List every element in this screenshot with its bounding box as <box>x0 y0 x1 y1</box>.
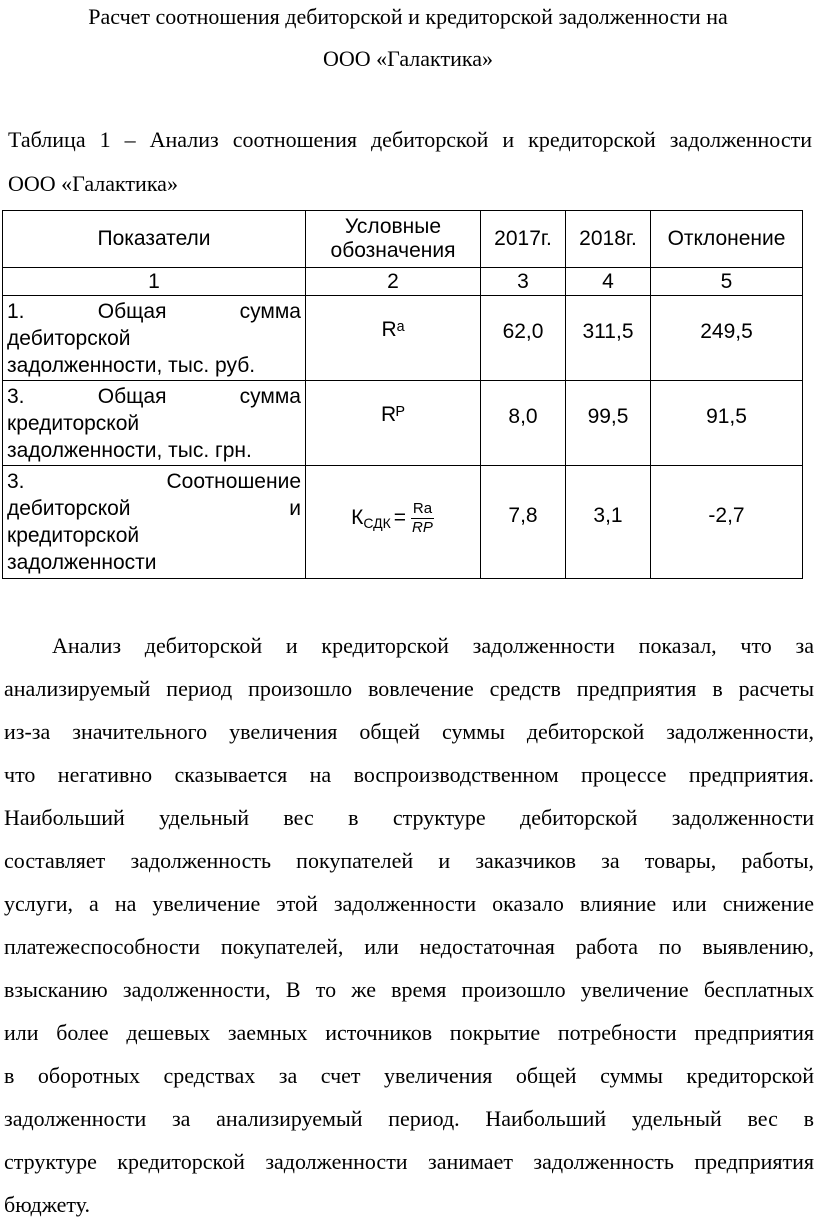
paragraph-line: Наибольший удельный вес в структуре дебиторской задолженности <box>4 805 814 830</box>
symbol-text: Rᴾ <box>381 403 405 426</box>
table-row <box>3 381 803 466</box>
column-number: 4 <box>566 268 651 296</box>
paragraph-line: взысканию задолженности, В то же время произошло увеличение бесплатных <box>4 977 814 1002</box>
value-2018 <box>566 296 651 381</box>
column-number: 2 <box>306 268 481 296</box>
table-row <box>3 466 803 579</box>
table-header-row <box>3 211 803 268</box>
formula-fraction <box>410 500 435 537</box>
document-title-line-1: Расчет соотношения дебиторской и кредиторской задолженности на <box>88 4 728 29</box>
value-2018 <box>566 381 651 466</box>
row-label-line: задолженности, тыс. грн. <box>7 438 252 462</box>
column-number: 1 <box>3 268 306 296</box>
ratio-formula <box>351 500 435 537</box>
row-formula <box>306 466 481 579</box>
paragraph-line: из-за значительного увеличения общей суммы дебиторской задолженности, <box>4 719 814 744</box>
value-text: 99,5 <box>587 405 629 428</box>
document-title-line-2: ООО «Галактика» <box>323 46 493 71</box>
paragraph-line: в оборотных средствах за счет увеличения общей суммы кредиторской <box>4 1063 814 1088</box>
column-number: 3 <box>481 268 566 296</box>
value-text: 7,8 <box>508 504 538 527</box>
row-label-line: 3. Соотношение <box>7 470 301 493</box>
formula-lhs: К <box>351 506 364 529</box>
value-text: 62,0 <box>502 320 544 343</box>
row-label-line: задолженности, тыс. руб. <box>7 353 256 377</box>
paragraph-line: структуре кредиторской задолженности занимает задолженность предприятия <box>4 1149 814 1174</box>
row-label-line: дебиторской и <box>7 497 301 520</box>
row-label <box>3 381 306 466</box>
formula-denominator: RP <box>412 518 433 536</box>
value-deviation <box>651 381 803 466</box>
table-caption-line-1: Таблица 1 – Анализ соотношения дебиторской и кредиторской задолженности <box>8 127 812 152</box>
paragraph-line: что негативно сказывается на воспроизводственном процессе предприятия. <box>4 762 814 787</box>
value-deviation <box>651 466 803 579</box>
value-text: 311,5 <box>582 320 634 343</box>
value-text: 8,0 <box>508 405 538 428</box>
paragraph-line: услуги, а на увеличение этой задолженности оказало влияние или снижение <box>4 891 814 916</box>
row-label-line: дебиторской <box>7 326 131 350</box>
header-cell: Показатели <box>3 211 306 268</box>
analysis-paragraph <box>4 624 814 1226</box>
paragraph-line: платежеспособности покупателей, или недостаточная работа по выявлению, <box>4 934 814 959</box>
header-cell: Отклонение <box>651 211 803 268</box>
header-cell: 2018г. <box>566 211 651 268</box>
row-label-line: 1. Общая сумма <box>7 299 301 323</box>
row-label-line: 3. Общая сумма <box>7 384 301 408</box>
row-label-line: кредиторской <box>7 524 140 547</box>
analysis-table <box>2 210 803 579</box>
value-2017 <box>481 381 566 466</box>
column-number: 5 <box>651 268 803 296</box>
row-label-line: задолженности <box>7 551 157 574</box>
table-caption-line-2: ООО «Галактика» <box>8 171 178 196</box>
header-cell: 2017г. <box>481 211 566 268</box>
value-text: 3,1 <box>593 504 623 527</box>
row-label <box>3 296 306 381</box>
value-2018 <box>566 466 651 579</box>
paragraph-line: бюджету. <box>4 1192 91 1217</box>
formula-equals: = <box>393 506 407 529</box>
paragraph-line: Анализ дебиторской и кредиторской задолженности показал, что за <box>52 633 814 658</box>
value-2017 <box>481 466 566 579</box>
row-symbol <box>306 296 481 381</box>
paragraph-line: или более дешевых заемных источников покрытие потребности предприятия <box>4 1020 814 1045</box>
paragraph-line: составляет задолженность покупателей и заказчиков за товары, работы, <box>4 848 814 873</box>
value-text: -2,7 <box>708 504 745 527</box>
column-number-row <box>3 268 803 296</box>
value-text: 91,5 <box>706 405 747 428</box>
symbol-text: Rᵃ <box>381 318 405 341</box>
row-symbol <box>306 381 481 466</box>
value-2017 <box>481 296 566 381</box>
paragraph-line: задолженности за анализируемый период. Наибольший удельный вес в <box>4 1106 814 1131</box>
formula-subscript: СДК <box>363 515 391 531</box>
table-row <box>3 296 803 381</box>
row-label-line: кредиторской <box>7 411 140 435</box>
paragraph-line: анализируемый период произошло вовлечение средств предприятия в расчеты <box>4 676 814 701</box>
formula-numerator: Ra <box>412 499 433 517</box>
header-cell: Условные обозначения <box>306 211 481 268</box>
value-deviation <box>651 296 803 381</box>
row-label <box>3 466 306 579</box>
value-text: 249,5 <box>700 320 753 343</box>
